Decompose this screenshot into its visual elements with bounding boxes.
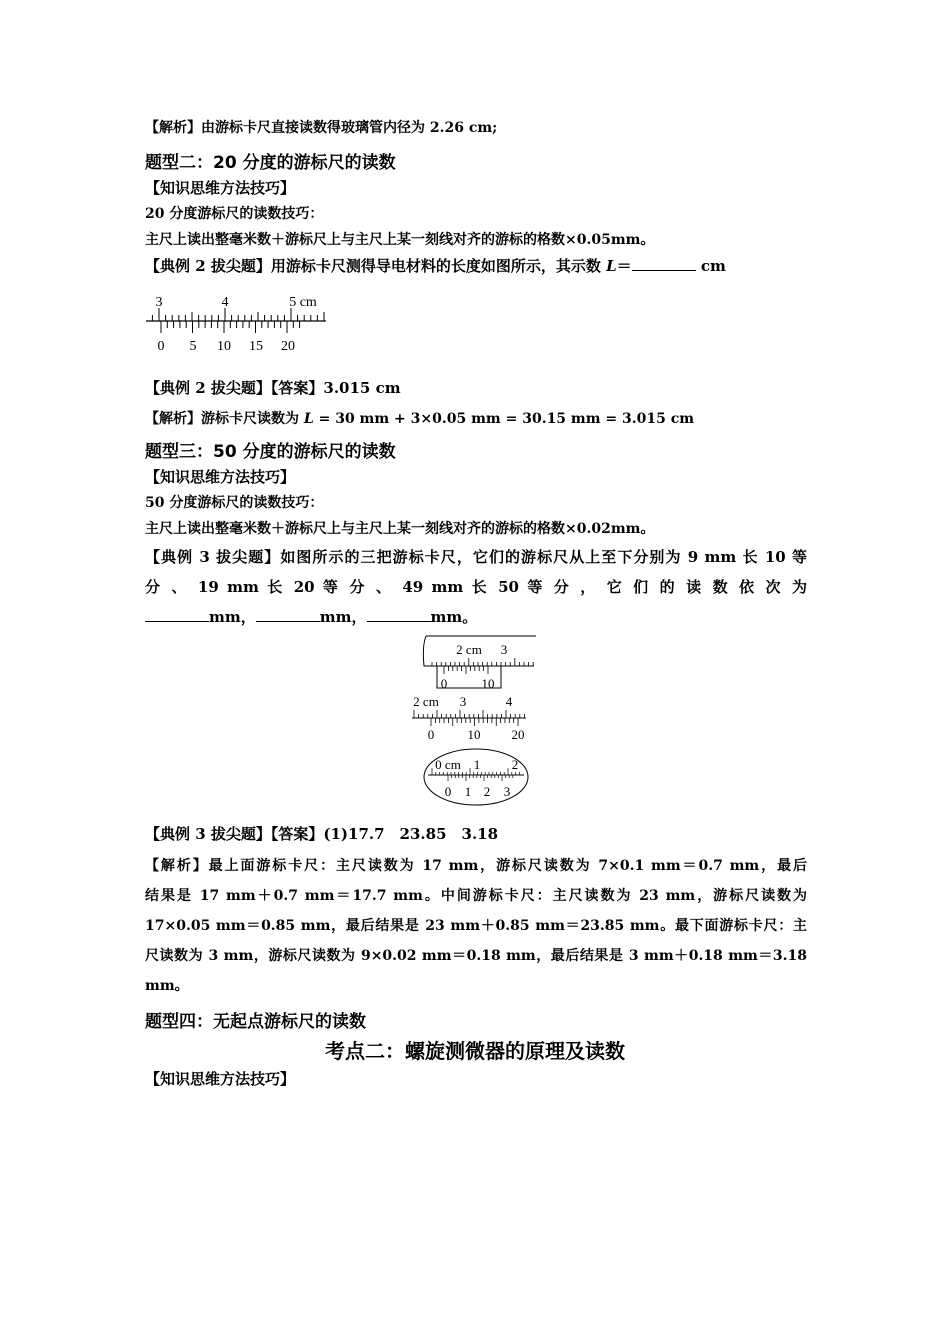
top-main-label: 2 cm — [456, 642, 482, 657]
main-scale-label: 4 — [221, 295, 229, 310]
top-vernier-label: 10 — [481, 676, 495, 691]
mid-main-label: 4 — [505, 694, 513, 709]
section-heading-type4: 题型四：无起点游标尺的读数 — [145, 1012, 366, 1032]
answer-blank — [367, 607, 431, 622]
example-3-analysis-line: mm。 — [145, 978, 189, 994]
mid-main-label: 2 cm — [413, 694, 439, 709]
bot-vernier-label: 3 — [503, 784, 511, 799]
section-heading-type3: 题型三：50 分度的游标尺的读数 — [145, 442, 396, 462]
example-3-line: 分 、 19 mm 长 20 等 分 、 49 mm 长 50 等 分 ， 它 们 的 读 数 依 次 为 — [145, 578, 807, 596]
example-2-unit: cm — [695, 257, 726, 275]
vernier-scale-label: 20 — [281, 339, 295, 354]
analysis-var: L — [303, 411, 314, 427]
blank-unit: mm， — [209, 608, 256, 626]
bot-vernier-label: 1 — [464, 784, 472, 799]
main-scale-label: 3 — [155, 295, 163, 310]
tips-label: 【知识思维方法技巧】 — [145, 179, 296, 197]
tips-label: 【知识思维方法技巧】 — [145, 468, 296, 486]
example-3-line: 【典例 3 拔尖题】如图所示的三把游标卡尺，它们的游标尺从上至下分别为 9 mm 长 10 等 — [145, 548, 807, 566]
tips-title: 20 分度游标尺的读数技巧： — [145, 206, 324, 222]
answer-blank — [632, 256, 696, 271]
blank-unit: mm。 — [430, 608, 478, 626]
example-2-question — [145, 255, 726, 276]
bot-main-label: 1 — [473, 757, 481, 772]
caliper-drawings — [412, 636, 536, 805]
mid-vernier-label: 0 — [427, 727, 435, 742]
bot-main-label: 2 — [511, 757, 519, 772]
tips-body: 主尺上读出整毫米数＋游标尺上与主尺上某一刻线对齐的游标的格数×0.02mm。 — [145, 521, 655, 537]
example-3-analysis-line: 【解析】最上面游标卡尺：主尺读数为 17 mm，游标尺读数为 7×0.1 mm＝0.7 mm，最后 — [145, 858, 807, 874]
tips-body: 主尺上读出整毫米数＋游标尺上与主尺上某一刻线对齐的游标的格数×0.05mm。 — [145, 232, 655, 248]
analysis-prefix: 【解析】游标卡尺读数为 — [145, 411, 304, 427]
blank-unit: mm， — [319, 608, 367, 626]
bot-vernier-label: 2 — [483, 784, 491, 799]
three-calipers-figure — [402, 632, 542, 808]
answer-blank — [145, 607, 209, 622]
mid-main-label: 3 — [459, 694, 467, 709]
example-2-eq: ＝ — [616, 257, 632, 275]
vernier-ticks — [146, 308, 326, 333]
example-3-analysis-line: 17×0.05 mm＝0.85 mm，最后结果是 23 mm＋0.85 mm＝23.85 mm。最下面游标卡尺：主 — [145, 918, 807, 934]
example-3-blanks — [145, 606, 477, 627]
example-3-answer: 【典例 3 拔尖题】【答案】(1)17.7 23.85 3.18 — [145, 825, 499, 843]
vernier-scale-label: 5 — [189, 339, 197, 354]
page-section-title: 考点二：螺旋测微器的原理及读数 — [325, 1039, 625, 1063]
vernier-scale-label: 15 — [249, 339, 263, 354]
answer-blank — [256, 607, 320, 622]
section-heading-type2: 题型二：20 分度的游标尺的读数 — [145, 153, 396, 173]
analysis-line: 【解析】由游标卡尺直接读数得玻璃管内径为 2.26 cm; — [145, 120, 498, 136]
vernier-scale-label: 0 — [157, 339, 165, 354]
bot-vernier-label: 0 — [444, 784, 452, 799]
top-main-label: 3 — [500, 642, 508, 657]
vernier-scale-label: 10 — [217, 339, 231, 354]
mid-vernier-label: 20 — [511, 727, 525, 742]
bot-main-label: 0 cm — [435, 757, 461, 772]
mid-vernier-label: 10 — [467, 727, 481, 742]
analysis-rest: = 30 mm + 3×0.05 mm = 30.15 mm = 3.015 cm — [313, 411, 695, 427]
example-2-analysis — [145, 408, 694, 428]
vernier-figure-20 — [144, 290, 334, 356]
main-scale-label: 5 cm — [289, 295, 317, 310]
top-vernier-label: 0 — [440, 676, 448, 691]
tips-title: 50 分度游标尺的读数技巧： — [145, 495, 324, 511]
example-2-answer: 【典例 2 拔尖题】【答案】3.015 cm — [145, 379, 401, 397]
tips-label: 【知识思维方法技巧】 — [145, 1070, 296, 1088]
example-2-var: L — [606, 257, 617, 275]
example-3-analysis-line: 尺读数为 3 mm，游标尺读数为 9×0.02 mm＝0.18 mm，最后结果是 3 mm＋0.18 mm＝3.18 — [145, 948, 807, 964]
example-2-text: 【典例 2 拔尖题】用游标卡尺测得导电材料的长度如图所示，其示数 — [145, 257, 601, 275]
example-3-analysis-line: 结果是 17 mm＋0.7 mm＝17.7 mm。中间游标卡尺：主尺读数为 23 mm，游标尺读数为 — [145, 888, 807, 904]
